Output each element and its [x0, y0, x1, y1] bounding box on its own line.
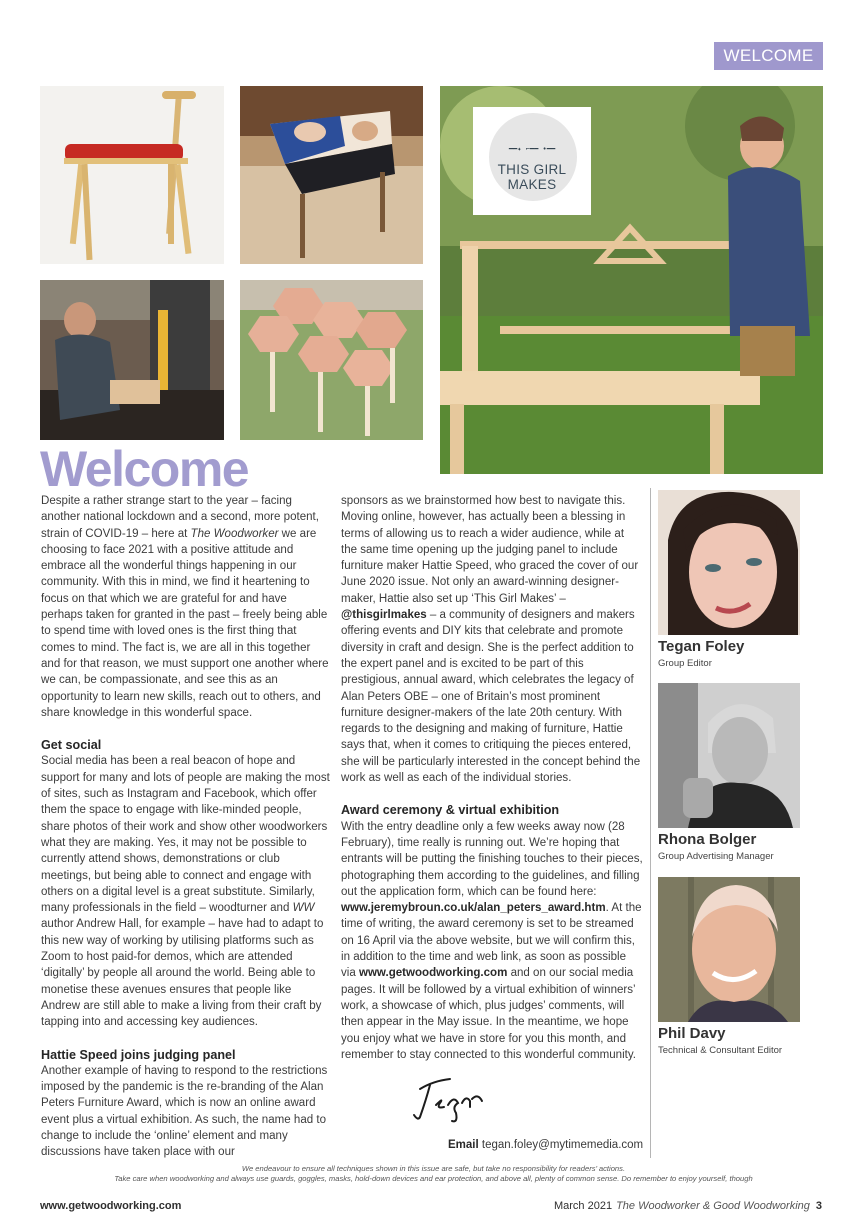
this-girl-makes-logo [473, 107, 591, 215]
staff-photo-rhona [658, 683, 800, 828]
staff-photo-phil [658, 877, 800, 1022]
page-number: 3 [815, 1200, 822, 1212]
heading-hattie-speed: Hattie Speed joins judging panel [41, 1047, 236, 1062]
page-title: Welcome [40, 441, 249, 497]
getwoodworking-link[interactable]: www.getwoodworking.com [358, 967, 508, 980]
magazine-name: The Woodworker [190, 527, 279, 540]
staff-photo-tegan [658, 490, 800, 635]
hex-stools-photo [240, 280, 423, 440]
staff-card [658, 877, 801, 1056]
article-column-1 [41, 493, 331, 1161]
staff-name: Tegan Foley [658, 638, 745, 655]
staff-card [658, 683, 801, 862]
staff-role: Group Advertising Manager [658, 851, 774, 862]
hattie-paragraph-continued: sponsors as we brainstormed how best to navigate this. Moving online, however, has actually been a blessing in terms of allowing us to reach a wider audience, while at the same time opening up the judging panel to include furniture maker Hattie Speed, who graced the cover of our June 2020 issue. Not only an award-winning designer-maker, Hattie also set up ‘This Girl Makes’ – @thisgirlmakes – a community of designers and makers offering events and DIY kits that celebrate and promote diversity in craft and design. She is the perfect addition to the expert panel and is excited to be part of this prestigious, annual award, which celebrates the legacy of Alan Peters OBE – one of Britain’s most prominent furniture designer-makers of the late 20th century. With regards to the designing and making of furniture, Hattie says that, when it comes to critiquing the pieces entered, she will be particularly interested in the concept behind the work as well as each of the individual stories. [341, 495, 641, 785]
staff-role: Group Editor [658, 658, 712, 669]
footer-issue-info [554, 1200, 822, 1212]
footer-website-link[interactable]: www.getwoodworking.com [40, 1200, 182, 1212]
hattie-paragraph-start: Another example of having to respond to the restrictions imposed by the pandemic is the re-branding of the Alan Peters Furniture Award, which is now an online award event plus a virtual exhibition. As such, the name had to change to include the ‘online’ element and many discussions have taken place with our [41, 1064, 328, 1159]
get-social-paragraph: Social media has been a real beacon of hope and support for many and lots of people are making the most of sites, such as Instagram and Facebook, which offer them the space to engage with like-minded people, share photos of their work and show other woodworkers what they are making. Yes, it may not be possible to currently attend shows, demonstrations or club meetings, but being able to connect and engage with others on a digital level is a great substitute. Similarly, many professionals in the field – woodturner and WW author Andrew Hall, for example – have had to adapt to this new way of working by utilising platforms such as Zoom to host paid-for demos, which are attended ‘digitally’ by people all around the world. Being able to monetise these avenues ensures that people like Andrew are still able to make a living from their craft by tapping into and accessing key audiences. [41, 755, 330, 1029]
staff-role: Technical & Consultant Editor [658, 1045, 783, 1056]
award-paragraph: With the entry deadline only a few weeks away now (28 February), time really is running out. We’re hoping that entrants will be putting the finishing touches to their pieces, photographing them according to the guidelines, and filling out the application form, which can be found here: www.jeremybroun.co.uk/alan_peters_award.htm. At the time of writing, the award ceremony is set to be streamed on 16 April via the above website, but we will confirm this, in addition to the time and web link, as soon as possible via www.getwoodworking.com and on our social media pages. It will be followed by a virtual exhibition of winners’ work, a showcase of which, plus judges’ comments, will then appear in the May issue. In the meantime, we hope you enjoy what we have in store for you this month, and remember to stay connected to this wonderful community. [341, 820, 643, 1061]
email-address-link[interactable]: tegan.foley@mytimemedia.com [481, 1139, 644, 1151]
safety-disclaimer: Take care when woodworking and always use guards, goggles, masks, hold-down devices and ear protection, and above all, plenty of common sense. Do remember to enjoy yourself, though [114, 1174, 753, 1183]
intro-paragraph: Despite a rather strange start to the year – facing another national lockdown and a second, more potent, strain of COVID-19 – here at The Woodworker we are choosing to face 2021 with a positive attitude and embrace all the wonderful things happening in our community. With this in mind, we find it heartening to focus on that which we are grateful for and have perhaps taken for granted in the past – freely being able to spend time with loved ones is the first thing that comes to mind. The fact is, we are all in this together and for that reason, we must support one another where we can, be compassionate, and see this as an opportunity to learn new skills, reach out to others, and share knowledge in this wonderful space. [41, 495, 329, 719]
section-badge: WELCOME [714, 42, 823, 70]
table-photo [240, 86, 423, 264]
award-website-link[interactable]: www.jeremybroun.co.uk/alan_peters_award.htm [341, 902, 606, 915]
magazine-title: The Woodworker & Good Woodworking [616, 1200, 810, 1212]
heading-award-ceremony: Award ceremony & virtual exhibition [341, 803, 560, 818]
heading-get-social: Get social [41, 738, 102, 753]
staff-card [658, 490, 801, 669]
logo-text: THIS GIRL MAKES [497, 162, 567, 192]
editor-signature [408, 1075, 498, 1125]
chair-photo [40, 86, 224, 264]
staff-name: Rhona Bolger [658, 831, 757, 848]
instagram-handle-link[interactable]: @thisgirlmakes [341, 609, 427, 622]
safety-disclaimer: We endeavour to ensure all techniques shown in this issue are safe, but take no responsibility for readers’ actions. [241, 1164, 626, 1173]
worker-photo [40, 280, 224, 440]
editor-email: Email tegan.foley@mytimemedia.com [448, 1139, 644, 1151]
issue-date: March 2021 [553, 1200, 613, 1212]
tools-icon: ━━✦ ⌐━━ •━━ [508, 145, 556, 153]
staff-name: Phil Davy [658, 1025, 726, 1042]
column-divider [650, 488, 651, 1158]
maker-photo [440, 86, 823, 474]
article-column-2 [341, 493, 643, 1063]
